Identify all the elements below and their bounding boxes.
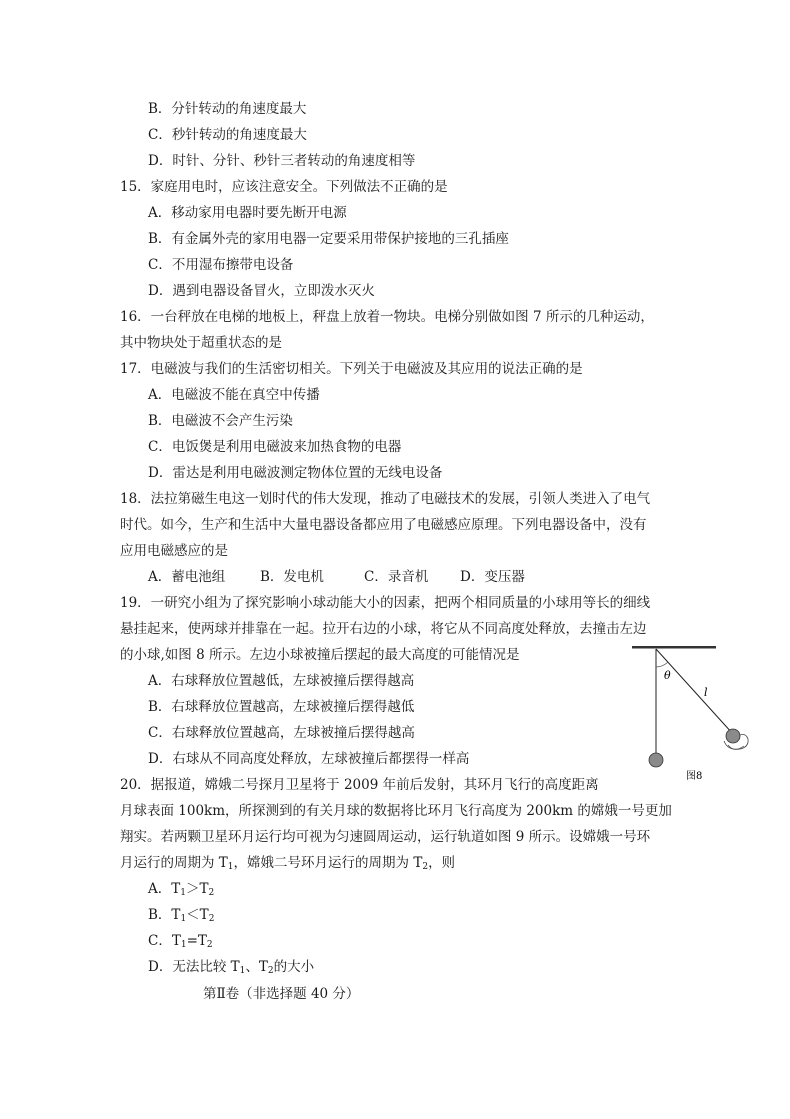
- q18-stem-line2: 时代。如今，生产和生活中大量电器设备都应用了电磁感应原理。下列电器设备中，没有: [120, 517, 647, 533]
- q15-stem: 15．家庭用电时，应该注意安全。下列做法不正确的是: [120, 179, 448, 195]
- figure-8-pendulum: [628, 643, 753, 788]
- q19-stem-line1: 19．一研究小组为了探究影响小球动能大小的因素，把两个相同质量的小球用等长的细线: [120, 595, 651, 611]
- q18-option-b: B．发电机: [260, 569, 324, 585]
- theta-label: θ: [664, 669, 671, 682]
- left-ball: [649, 753, 663, 767]
- q19-option-c: C．右球释放位置越高，左球被撞后摆得越高: [148, 725, 415, 741]
- q18-option-d: D．变压器: [460, 569, 525, 585]
- figure-8-caption: 图8: [686, 771, 703, 782]
- q20-option-a: A．$T_1>T_2$: [148, 881, 215, 898]
- q14-option-c: C．秒针转动的角速度最大: [148, 127, 307, 143]
- q15-option-c: C．不用湿布擦带电设备: [148, 257, 294, 273]
- q18-stem-line1: 18．法拉第磁生电这一划时代的伟大发现，推动了电磁技术的发展，引领人类进入了电气: [120, 491, 651, 507]
- q19-option-b: B．右球释放位置越高，左球被撞后摆得越低: [148, 699, 415, 715]
- q20-stem-line3: 翔实。若两颗卫星环月运行均可视为匀速圆周运动，运行轨道如图 9 所示。设嫦娥一号环: [120, 829, 651, 845]
- q20-option-d: D．无法比较 $T_1$、$T_2$的大小: [148, 959, 315, 976]
- section-2-title: 第Ⅱ卷（非选择题 40 分）: [203, 986, 360, 1002]
- ceiling-bar: [632, 646, 716, 649]
- right-string: [656, 649, 733, 734]
- q20-option-b: B．$T_1<T_2$: [148, 907, 215, 924]
- q17-option-c: C．电饭煲是利用电磁波来加热食物的电器: [148, 439, 402, 455]
- q16-stem-line1: 16．一台秤放在电梯的地板上，秤盘上放着一物块。电梯分别做如图 7 所示的几种运动，: [120, 309, 654, 325]
- q15-option-d: D．遇到电器设备冒火，立即泼水灭火: [148, 283, 375, 299]
- q14-option-d: D．时针、分针、秒针三者转动的角速度相等: [148, 153, 416, 169]
- q20-stem-line2: 月球表面 100km，所探测到的有关月球的数据将比环月飞行高度为 200km 的嫦娥一号更加: [120, 803, 672, 819]
- q17-option-a: A．电磁波不能在真空中传播: [148, 387, 320, 403]
- q19-stem-line2: 悬挂起来，使两球并排靠在一起。拉开右边的小球，将它从不同高度处释放，去撞击左边: [120, 621, 647, 637]
- q18-option-c: C．录音机: [364, 569, 429, 585]
- q19-option-a: A．右球释放位置越低，左球被撞后摆得越高: [148, 673, 415, 689]
- q19-option-d: D．右球从不同高度处释放，左球被撞后都摆得一样高: [148, 751, 470, 767]
- length-label: l: [704, 686, 708, 699]
- q17-option-d: D．雷达是利用电磁波测定物体位置的无线电设备: [148, 465, 443, 481]
- q19-stem-line3: 的小球,如图 8 所示。左边小球被撞后摆起的最大高度的可能情况是: [120, 647, 520, 663]
- right-ball: [726, 729, 740, 743]
- q18-options-row: [148, 568, 525, 586]
- q16-stem-line2: 其中物块处于超重状态的是: [120, 335, 282, 351]
- q18-stem-line3: 应用电磁感应的是: [120, 543, 228, 559]
- q20-option-c: C．$T_1=T_2$: [148, 933, 213, 950]
- q15-option-b: B．有金属外壳的家用电器一定要采用带保护接地的三孔插座: [148, 231, 509, 247]
- angle-arc: [656, 662, 668, 667]
- q17-stem: 17．电磁波与我们的生活密切相关。下列关于电磁波及其应用的说法正确的是: [120, 361, 583, 377]
- q14-option-b: B．分针转动的角速度最大: [148, 101, 307, 117]
- q20-stem-line1: 20．据报道，嫦娥二号探月卫星将于 2009 年前后发射，其环月飞行的高度距离: [120, 777, 599, 793]
- q15-option-a: A．移动家用电器时要先断开电源: [148, 205, 347, 221]
- q17-option-b: B．电磁波不会产生污染: [148, 413, 293, 429]
- pendulum-diagram: [628, 643, 753, 788]
- q18-option-a: A．蓄电池组: [148, 569, 226, 585]
- q20-stem-line4: 月运行的周期为 $T_1$，嫦娥二号环月运行的周期为 $T_2$，则: [120, 855, 456, 872]
